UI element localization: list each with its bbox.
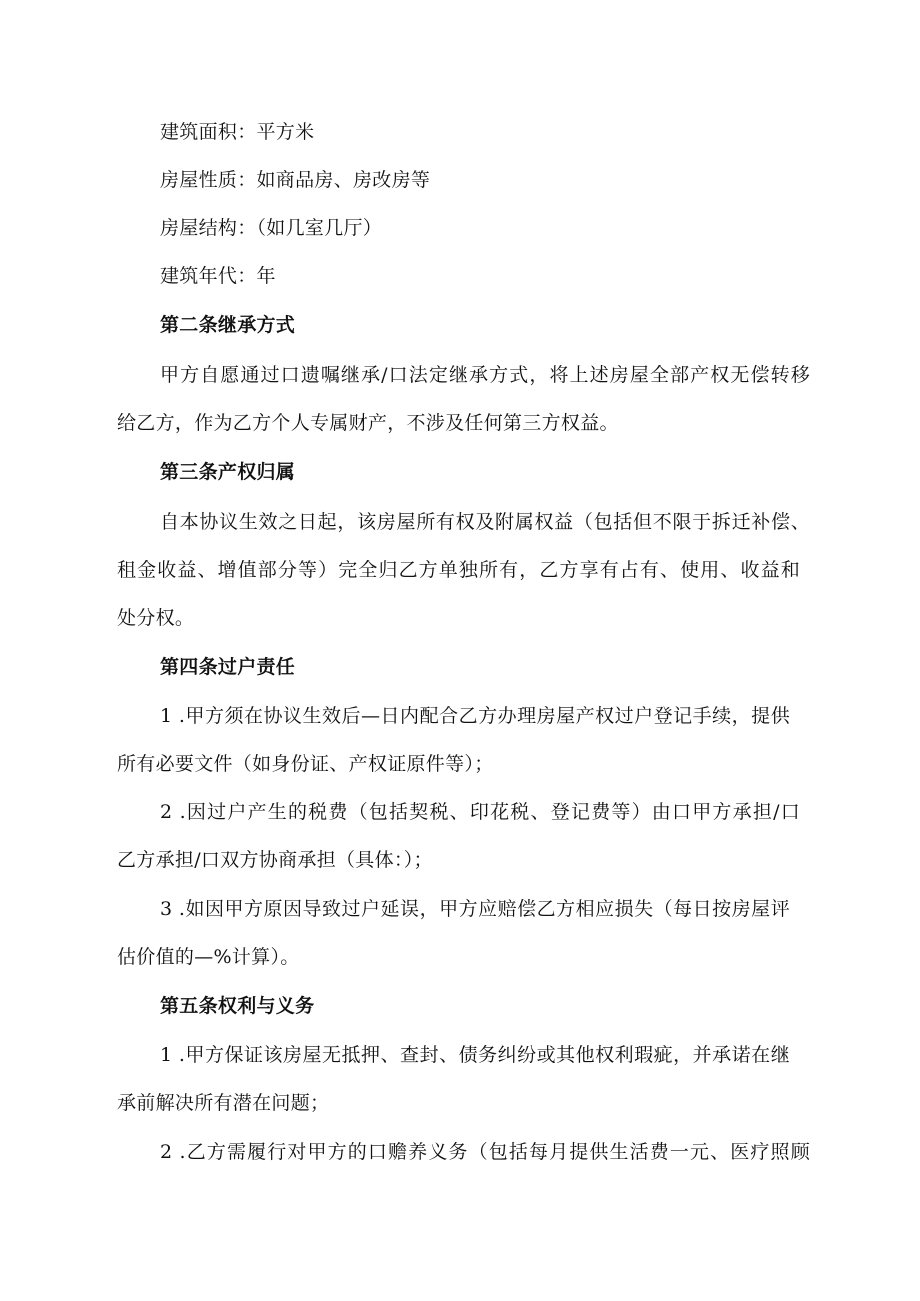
article2-line1: 甲方自愿通过口遗嘱继承/口法定继承方式，将上述房屋全部产权无偿转移 [160,364,810,386]
article5-item2-line1: 2 .乙方需履行对甲方的口赡养义务（包括每月提供生活费一元、医疗照顾 [160,1141,810,1163]
article3-line1: 自本协议生效之日起，该房屋所有权及附属权益（包括但不限于拆迁补偿、 [160,511,810,533]
article5-title: 第五条权利与义务 [160,995,315,1017]
field-house-structure: 房屋结构：（如几室几厅） [160,217,383,239]
article2-line2: 给乙方，作为乙方个人专属财产，不涉及任何第三方权益。 [117,412,619,434]
article4-item1-line2: 所有必要文件（如身份证、产权证原件等）； [117,753,494,775]
article4-item1-line1: 1 .甲方须在协议生效后—日内配合乙方办理房屋产权过户登记手续，提供 [160,705,790,727]
article5-item1-line2: 承前解决所有潜在问题； [117,1092,330,1114]
field-house-nature: 房屋性质：如商品房、房改房等 [160,169,431,191]
article2-title: 第二条继承方式 [160,314,296,336]
article3-line3: 处分权。 [117,607,195,629]
article4-item3-line1: 3 .如因甲方原因导致过户延误，甲方应赔偿乙方相应损失（每日按房屋评 [160,898,790,920]
article4-item2-line2: 乙方承担/口双方协商承担（具体：）； [117,849,433,871]
article4-item3-line2: 估价值的—%计算）。 [117,946,300,968]
field-building-area: 建筑面积：平方米 [160,121,315,143]
article5-item1-line1: 1 .甲方保证该房屋无抵押、查封、债务纠纷或其他权利瑕疵，并承诺在继 [160,1044,790,1066]
article4-item2-line1: 2 .因过户产生的税费（包括契税、印花税、登记费等）由口甲方承担/口 [160,801,800,823]
field-build-year: 建筑年代：年 [160,265,276,287]
article3-title: 第三条产权归属 [160,461,296,483]
article3-line2: 租金收益、增值部分等）完全归乙方单独所有，乙方享有占有、使用、收益和 [117,559,800,581]
article4-title: 第四条过户责任 [160,656,296,678]
